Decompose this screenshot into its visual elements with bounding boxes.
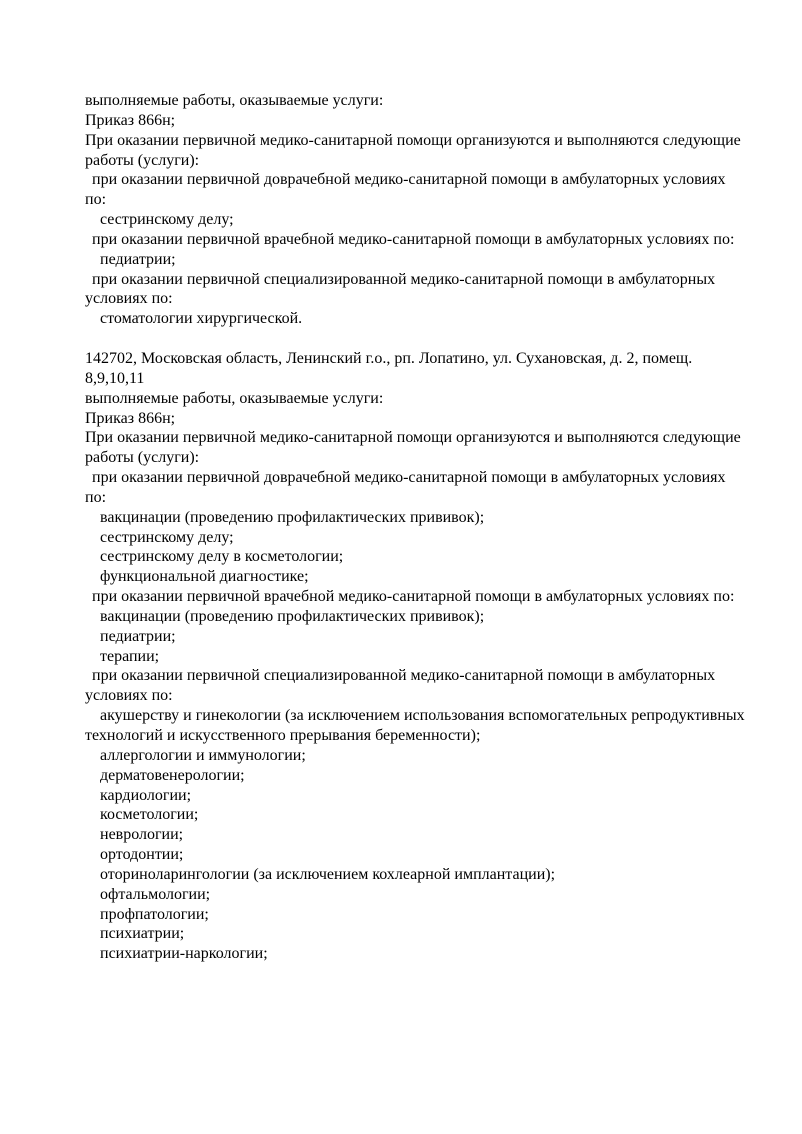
doc-line: выполняемые работы, оказываемые услуги: <box>85 92 384 109</box>
doc-line: дерматовенерологии; <box>100 766 245 784</box>
doc-line: терапии; <box>100 647 160 665</box>
doc-line: условиях по: <box>85 687 173 705</box>
doc-line: по: <box>85 191 107 209</box>
doc-line: Приказ 866н; <box>85 111 176 129</box>
doc-line: педиатрии; <box>100 250 176 268</box>
doc-line: При оказании первичной медико-санитарной помощи организуются и выполняются следующие <box>85 131 741 149</box>
doc-line: кардиологии; <box>100 786 192 804</box>
doc-line: при оказании первичной врачебной медико-санитарной помощи в амбулаторных условиях по: <box>92 588 735 606</box>
doc-line: косметологии; <box>100 806 199 824</box>
doc-line: сестринскому делу в косметологии; <box>100 548 344 566</box>
doc-line: функциональной диагностике; <box>100 568 309 586</box>
doc-line: работы (услуги): <box>85 151 200 169</box>
doc-line: условиях по: <box>85 290 173 308</box>
doc-line: технологий и искусственного прерывания беременности); <box>85 727 481 744</box>
doc-line <box>85 329 762 349</box>
doc-line: при оказании первичной специализированной медико-санитарной помощи в амбулаторных <box>92 667 716 685</box>
doc-line: ортодонтии; <box>100 846 184 864</box>
doc-line: оториноларингологии (за исключением кохлеарной имплантации); <box>100 865 556 883</box>
doc-line: офтальмологии; <box>100 885 211 903</box>
doc-line: стоматологии хирургической. <box>100 310 303 328</box>
doc-line: аллергологии и иммунологии; <box>100 746 306 764</box>
doc-line: профпатологии; <box>100 905 209 923</box>
doc-line: 142702, Московская область, Ленинский г.о., рп. Лопатино, ул. Сухановская, д. 2, помещ. <box>85 349 693 367</box>
doc-line: психиатрии; <box>100 925 185 943</box>
doc-line: психиатрии-наркологии; <box>100 945 268 963</box>
doc-line: акушерству и гинекологии (за исключением использования вспомогательных репродуктивных <box>100 707 745 725</box>
doc-line: Приказ 866н; <box>85 409 176 427</box>
doc-line: работы (услуги): <box>85 449 200 467</box>
doc-line: при оказании первичной доврачебной медико-санитарной помощи в амбулаторных условиях <box>92 171 726 189</box>
doc-line: неврологии; <box>100 826 184 844</box>
document-text-block <box>85 91 762 964</box>
doc-line: вакцинации (проведению профилактических прививок); <box>100 508 485 526</box>
doc-line: сестринскому делу; <box>100 211 234 229</box>
doc-line: по: <box>85 488 107 506</box>
doc-line: при оказании первичной врачебной медико-санитарной помощи в амбулаторных условиях по: <box>92 230 735 248</box>
doc-line: при оказании первичной специализированной медико-санитарной помощи в амбулаторных <box>92 270 716 288</box>
doc-line: педиатрии; <box>100 627 176 645</box>
doc-line: при оказании первичной доврачебной медико-санитарной помощи в амбулаторных условиях <box>92 469 726 487</box>
doc-line: сестринскому делу; <box>100 528 234 546</box>
doc-line: 8,9,10,11 <box>85 369 145 387</box>
doc-line: выполняемые работы, оказываемые услуги: <box>85 389 384 407</box>
doc-line: вакцинации (проведению профилактических прививок); <box>100 607 485 625</box>
doc-line: При оказании первичной медико-санитарной помощи организуются и выполняются следующие <box>85 429 741 447</box>
